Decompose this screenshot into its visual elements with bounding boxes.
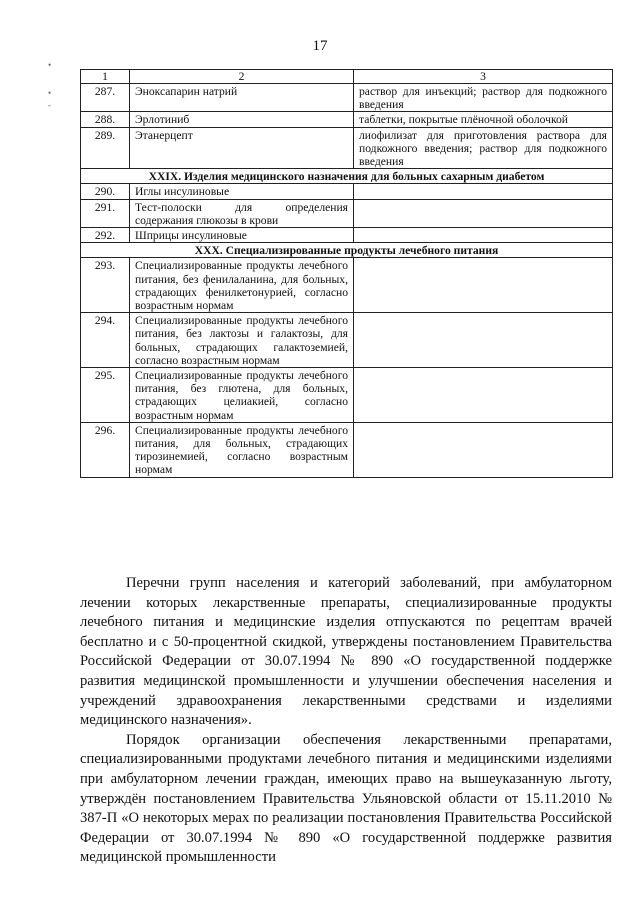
table-row xyxy=(81,228,613,243)
dosage-form: таблетки, покрытые плёночной оболочкой xyxy=(354,112,613,127)
row-number: 293. xyxy=(81,258,130,313)
dosage-form xyxy=(354,313,613,368)
dosage-form xyxy=(354,199,613,227)
paragraph: Перечни групп населения и категорий заболеваний, при амбулаторном лечении которых лекарственные препараты, специализированные продукты лечебного питания и медицинские изделия отпускаются по рецептам врачей бесплатно и с 50-процентной скидкой, утверждены постановлением Правительства Российской Федерации от 30.07.1994 № 890 «О государственной поддержке развития медицинской промышленности и улучшении обеспечения населения и учреждений здравоохранения лекарственными средствами и изделиями медицинского назначения». xyxy=(80,575,612,729)
medicines-table xyxy=(80,69,613,478)
body-text xyxy=(80,574,612,868)
row-number: 290. xyxy=(81,184,130,199)
table-row xyxy=(81,422,613,477)
margin-dot: • xyxy=(48,60,52,70)
table-row xyxy=(81,368,613,423)
dosage-form: лиофилизат для приготовления раствора для подкожного введения; раствор для подкожного введения xyxy=(354,127,613,169)
table-row xyxy=(81,84,613,112)
row-number: 287. xyxy=(81,84,130,112)
row-number: 296. xyxy=(81,422,130,477)
header-col-2: 2 xyxy=(130,70,354,84)
dosage-form xyxy=(354,258,613,313)
row-number: 289. xyxy=(81,127,130,169)
header-col-1: 1 xyxy=(81,70,130,84)
item-name: Специализированные продукты лечебного питания, без лактозы и галактозы, для больных, страдающих галактоземией, согласно возрастным нормам xyxy=(130,313,354,368)
table-header-row xyxy=(81,70,613,84)
item-name: Шприцы инсулиновые xyxy=(130,228,354,243)
section-title: XXIX. Изделия медицинского назначения для больных сахарным диабетом xyxy=(81,169,613,184)
table-row xyxy=(81,199,613,227)
table-row xyxy=(81,258,613,313)
item-name: Тест-полоски для определения содержания глюкозы в крови xyxy=(130,199,354,227)
dosage-form xyxy=(354,422,613,477)
dosage-form xyxy=(354,368,613,423)
section-title: XXX. Специализированные продукты лечебного питания xyxy=(81,243,613,258)
table-body xyxy=(81,84,613,478)
item-name: Специализированные продукты лечебного питания, для больных, страдающих тирозинемией, согласно возрастным нормам xyxy=(130,422,354,477)
row-number: 295. xyxy=(81,368,130,423)
item-name: Эноксапарин натрий xyxy=(130,84,354,112)
row-number: 291. xyxy=(81,199,130,227)
table-row xyxy=(81,313,613,368)
table-row xyxy=(81,127,613,169)
section-row xyxy=(81,243,613,258)
item-name: Эрлотиниб xyxy=(130,112,354,127)
page-number: 17 xyxy=(312,38,328,54)
header-col-3: 3 xyxy=(354,70,613,84)
dosage-form xyxy=(354,184,613,199)
item-name: Иглы инсулиновые xyxy=(130,184,354,199)
paragraph: Порядок организации обеспечения лекарственными препаратами, специализированными продуктами лечебного питания и медицинскими изделиями при амбулаторном лечении граждан, имеющих право на вышеуказанную льготу, утверждён постановлением Правительства Ульяновской области от 15.11.2010 № 387-П «О некоторых мерах по реализации постановления Правительства Российской Федерации от 30.07.1994 № 890 «О государственной поддержке развития медицинской промышленности xyxy=(80,731,612,866)
item-name: Специализированные продукты лечебного питания, без фенилаланина, для больных, страдающих фенилкетонурией, согласно возрастным нормам xyxy=(130,258,354,313)
item-name: Этанерцепт xyxy=(130,127,354,169)
item-name: Специализированные продукты лечебного питания, без глютена, для больных, страдающих целиакией, согласно возрастным нормам xyxy=(130,368,354,423)
margin-tick: - xyxy=(48,100,51,110)
table-row xyxy=(81,112,613,127)
dosage-form: раствор для инъекций; раствор для подкожного введения xyxy=(354,84,613,112)
row-number: 294. xyxy=(81,313,130,368)
table-row xyxy=(81,184,613,199)
section-row xyxy=(81,169,613,184)
dosage-form xyxy=(354,228,613,243)
margin-dot: • xyxy=(48,88,52,98)
row-number: 292. xyxy=(81,228,130,243)
row-number: 288. xyxy=(81,112,130,127)
